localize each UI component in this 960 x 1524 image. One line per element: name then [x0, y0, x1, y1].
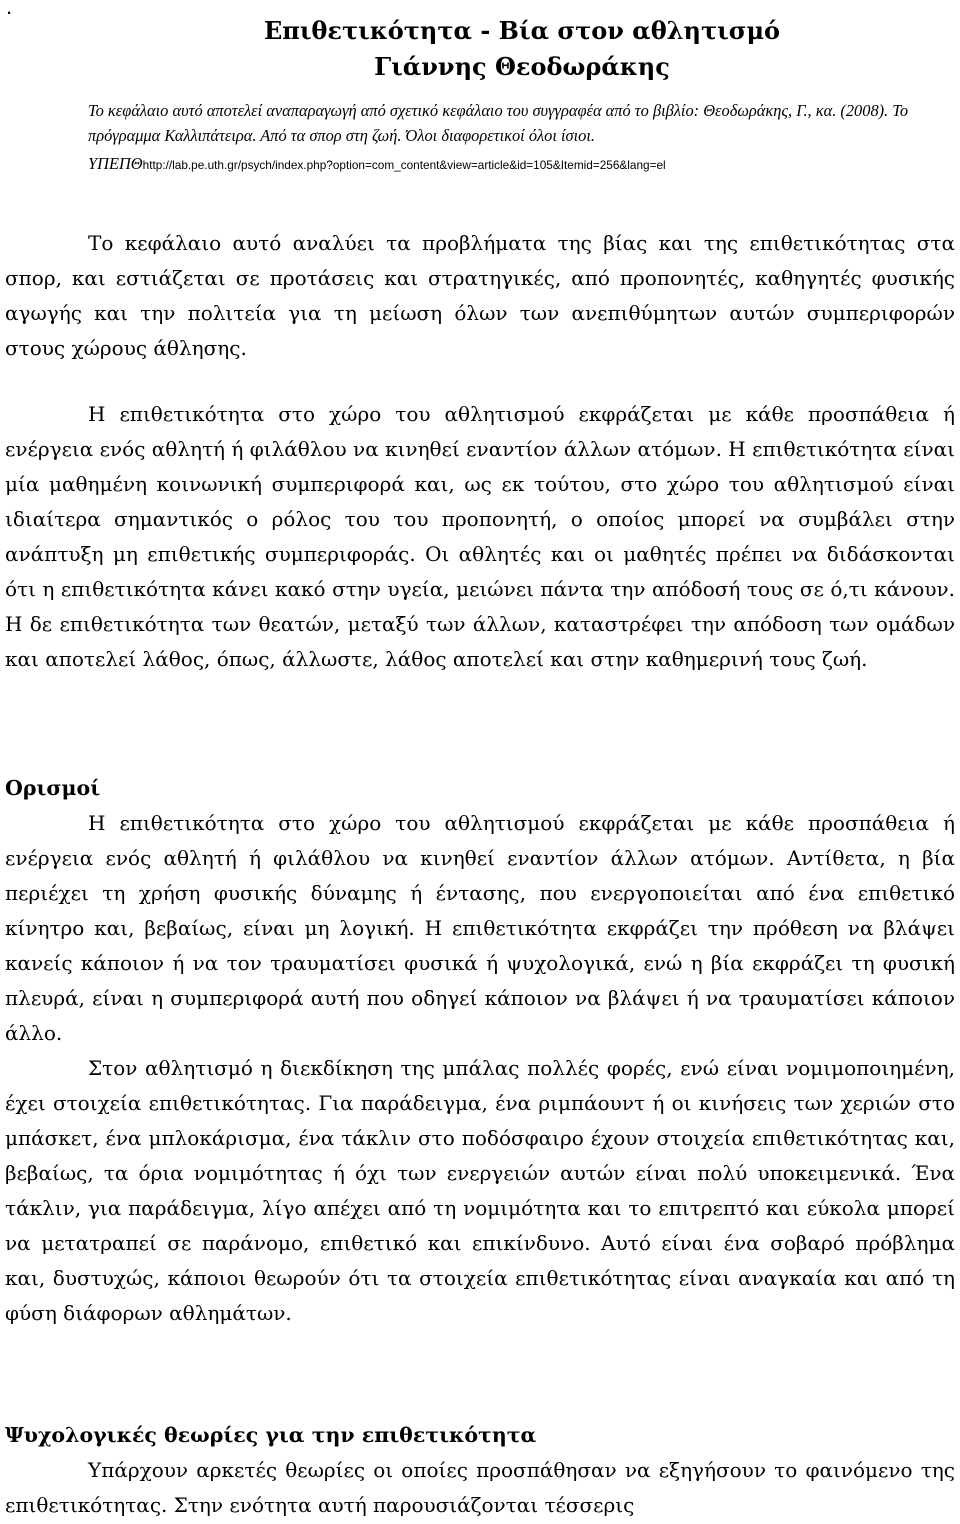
source-note [88, 98, 948, 178]
page-marker: . [6, 0, 13, 19]
document-author: Γιάννης Θεοδωράκης [374, 52, 670, 81]
source-note-text: Το κεφάλαιο αυτό αποτελεί αναπαραγωγή από σχετικό κεφάλαιο του συγγραφέα από το βιβλίο: Θεοδωράκης, Γ., κα. (2008). Το πρόγραμμα Καλλιπάτειρα. Από τα σπορ στη ζωή. Όλοι διαφορετικοί όλοι ίσιοι. [88, 101, 909, 145]
definitions-section [5, 771, 955, 1331]
theories-section [5, 1418, 955, 1523]
source-line [88, 151, 948, 178]
aggression-paragraph: Η επιθετικότητα στο χώρο του αθλητισμού εκφράζεται με κάθε προσπάθεια ή ενέργεια ενός αθλητή ή φιλάθλου να κινηθεί εναντίον άλλων ατόμων. Η επιθετικότητα είναι μία μαθημένη κοινωνική συμπεριφορά και, ως εκ τούτου, στο χώρο του αθλητισμού είναι ιδιαίτερα σημαντικός ο ρόλος του του προπονητή, ο οποίος μπορεί να συμβάλει στην ανάπτυξη μη επιθετικής συμπεριφοράς. Οι αθλητές και οι μαθητές πρέπει να διδάσκονται ότι η επιθετικότητα κάνει κακό στην υγεία, μειώνει πάντα την απόδοσή τους σε ό,τι κάνουν. Η δε επιθετικότητα των θεατών, μεταξύ των άλλων, καταστρέφει την απόδοση των ομάδων και αποτελεί λάθος, όπως, άλλωστε, λάθος αποτελεί και στην καθημερινή τους ζωή. [5, 402, 955, 671]
definitions-paragraph-2: Στον αθλητισμό η διεκδίκηση της μπάλας πολλές φορές, ενώ είναι νομιμοποιημένη, έχει στοιχεία επιθετικότητας. Για παράδειγμα, ένα ριμπάουντ ή οι κινήσεις των χεριών στο μπάσκετ, ένα μπλοκάρισμα, ένα τάκλιν στο ποδόσφαιρο έχουν στοιχεία επιθετικότητας και, βεβαίως, τα όρια νομιμότητας ή όχι των ενεργειών αυτών είναι πολύ υποκειμενικά. Ένα τάκλιν, για παράδειγμα, λίγο απέχει από τη νομιμότητα και το επιτρεπτό και εύκολα μπορεί να μετατραπεί σε παράνομο, επιθετικό και επικίνδυνο. Αυτό είναι ένα σοβαρό πρόβλημα και, δυστυχώς, κάποιοι θεωρούν ότι τα στοιχεία επιθετικότητας είναι αναγκαία και από τη φύση διάφορων αθλημάτων. [5, 1056, 955, 1325]
document-title: Επιθετικότητα - Βία στον αθλητισμό [263, 16, 781, 45]
source-link[interactable]: http://lab.pe.uth.gr/psych/index.php?option=com_content&view=article&id=105&Itemid=256&lang=el [142, 158, 666, 172]
aggression-section [5, 397, 955, 677]
intro-paragraph: Το κεφάλαιο αυτό αναλύει τα προβλήματα της βίας και της επιθετικότητας στα σπορ, και εστιάζεται σε προτάσεις και στρατηγικές, από προπονητές, καθηγητές φυσικής αγωγής και την πολιτεία για τη μείωση όλων των ανεπιθύμητων αυτών συμπεριφορών στους χώρους άθλησης. [5, 231, 955, 360]
definitions-heading: Ορισμοί [5, 776, 101, 800]
definitions-paragraph-1: Η επιθετικότητα στο χώρο του αθλητισμού εκφράζεται με κάθε προσπάθεια ή ενέργεια ενός αθλητή ή φιλάθλου να κινηθεί εναντίον άλλων ατόμων. Αντίθετα, η βία περιέχει τη χρήση φυσικής δύναμης ή έντασης, που ενεργοποιείται από ένα επιθετικό κίνητρο και, βεβαίως, είναι μη λογική. Η επιθετικότητα εκφράζει την πρόθεση να βλάψει κανείς κάποιον ή να τον τραυματίσει φυσικά ή ψυχολογικά, ενώ η βία εκφράζει τη φυσική πλευρά, είναι η συμπεριφορά αυτή που οδηγεί κάποιον να βλάψει ή να τραυματίσει κάποιον άλλο. [5, 811, 955, 1045]
theories-paragraph: Υπάρχουν αρκετές θεωρίες οι οποίες προσπάθησαν να εξηγήσουν το φαινόμενο της επιθετικότητας. Στην ενότητα αυτή παρουσιάζονται τέσσερις [5, 1458, 955, 1517]
theories-heading: Ψυχολογικές θεωρίες για την επιθετικότητα [5, 1423, 537, 1447]
intro-section [5, 226, 955, 366]
source-org: ΥΠΕΠΘ [88, 154, 143, 173]
